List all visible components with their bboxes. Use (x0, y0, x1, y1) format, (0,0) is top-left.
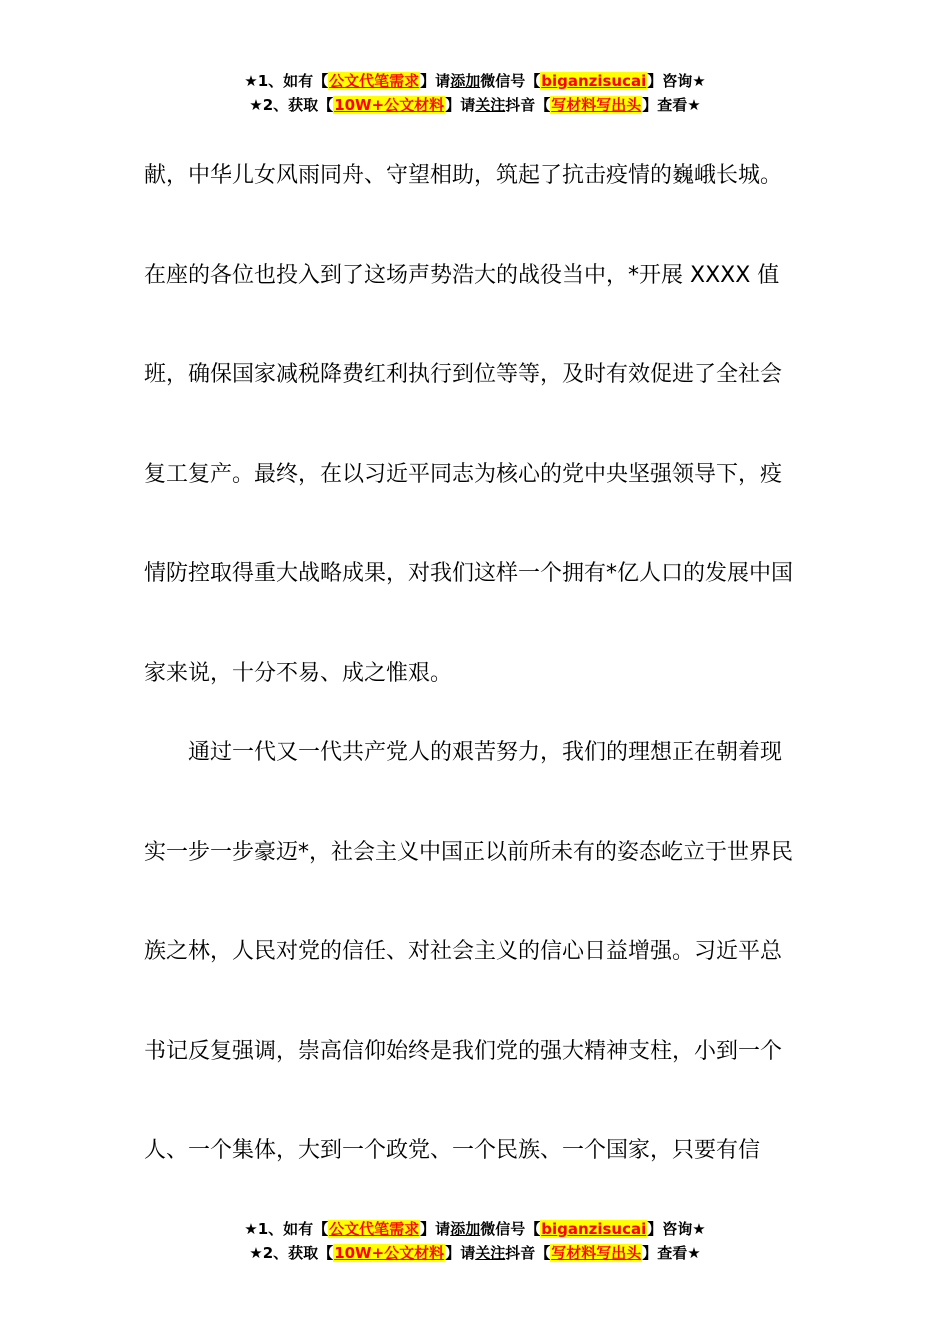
highlight-douyin-account: 写材料写出头 (551, 1244, 642, 1262)
text-line: 献，中华儿女风雨同舟、守望相助，筑起了抗击疫情的巍峨长城。 (144, 163, 783, 188)
highlight-materials: 10W+公文材料 (334, 96, 445, 114)
text-line: 复工复产。最终，在以习近平同志为核心的党中央坚强领导下，疫 (144, 461, 783, 487)
text-line: 族之林，人民对党的信任、对社会主义的信心日益增强。习近平总 (144, 939, 783, 964)
highlight-wechat-id: biganzisucai (541, 72, 647, 90)
text-line: 在座的各位也投入到了这场声势浩大的战役当中，*开展 XXXX 值 (144, 262, 780, 288)
text-line: 家来说，十分不易、成之惟艰。 (144, 660, 453, 686)
text-line: 情防控取得重大战略成果，对我们这样一个拥有*亿人口的发展中国 (144, 561, 794, 586)
highlight-service: 公文代笔需求 (329, 72, 420, 90)
document-body (144, 126, 812, 1201)
highlight-douyin-account: 写材料写出头 (551, 96, 642, 114)
highlight-service: 公文代笔需求 (329, 1220, 420, 1238)
text-line: 人、一个集体，大到一个政党、一个民族、一个国家，只要有信 (144, 1138, 761, 1163)
text-line: 实一步一步豪迈*，社会主义中国正以前所未有的姿态屹立于世界民 (144, 839, 794, 865)
banner-line-1: ★1、如有【公文代笔需求】请添加微信号【biganzisucai】咨询★ (244, 72, 706, 90)
banner-line-1: ★1、如有【公文代笔需求】请添加微信号【biganzisucai】咨询★ (244, 1220, 706, 1238)
paragraph-start-line: 通过一代又一代共产党人的艰苦努力，我们的理想正在朝着现 (188, 740, 783, 765)
text-line: 书记反复强调，崇高信仰始终是我们党的强大精神支柱，小到一个 (144, 1038, 783, 1064)
text-line: 班，确保国家减税降费红利执行到位等等，及时有效促进了全社会 (144, 362, 783, 387)
top-promo-banner (0, 69, 950, 117)
bottom-promo-banner (0, 1217, 950, 1265)
highlight-wechat-id: biganzisucai (541, 1220, 647, 1238)
highlight-materials: 10W+公文材料 (334, 1244, 445, 1262)
banner-line-2: ★2、获取【10W+公文材料】请关注抖音【写材料写出头】查看★ (249, 1244, 701, 1262)
banner-line-2: ★2、获取【10W+公文材料】请关注抖音【写材料写出头】查看★ (249, 96, 701, 114)
